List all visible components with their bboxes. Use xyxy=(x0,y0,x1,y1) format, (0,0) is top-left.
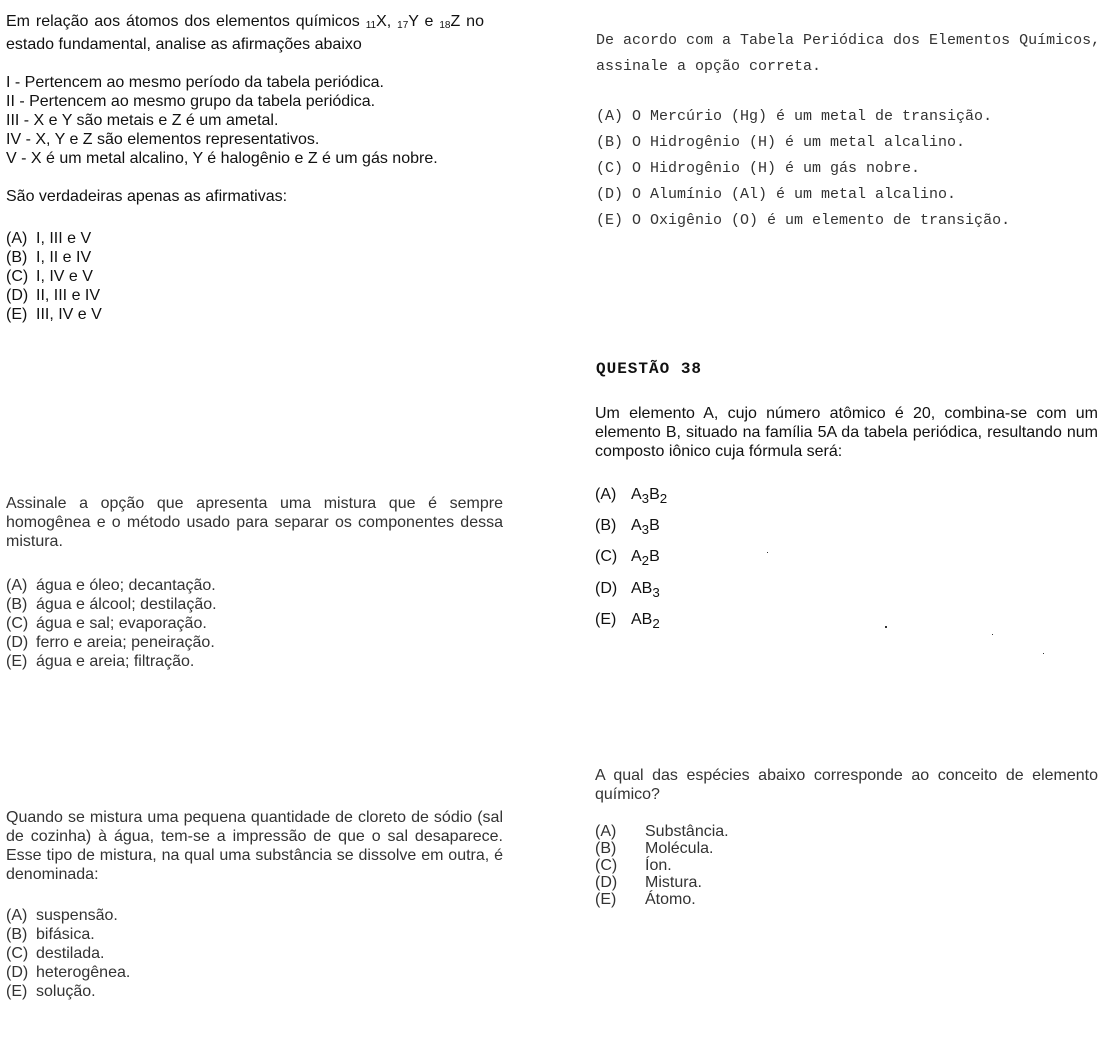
option-a[interactable]: (A) suspensão. xyxy=(6,907,118,924)
option-a[interactable]: (A) Substância. xyxy=(595,823,729,840)
option-c[interactable]: (C) água e sal; evaporação. xyxy=(6,615,207,632)
question-stem: A qual das espécies abaixo corresponde ao conceito de elemento químico? xyxy=(595,767,1098,803)
option-d[interactable]: (D) heterogênea. xyxy=(6,964,131,981)
question-atoms xyxy=(6,12,484,324)
option-a[interactable]: (A) $A_3B_2$ xyxy=(595,486,668,507)
option-b[interactable]: (B) $A_3B$ xyxy=(595,517,660,538)
option-d[interactable]: (D) Mistura. xyxy=(595,874,702,891)
option-a[interactable]: (A) água e óleo; decantação. xyxy=(6,577,216,594)
options-list xyxy=(595,823,1098,908)
option-c[interactable]: (C) Íon. xyxy=(595,857,672,874)
option-b[interactable]: (B) O Hidrogênio (H) é um metal alcalino. xyxy=(596,134,966,151)
options-list xyxy=(595,481,1098,637)
option-b[interactable]: (B) bifásica. xyxy=(6,926,95,943)
options-list xyxy=(6,906,503,1001)
option-a[interactable]: (A) I, III e V xyxy=(6,230,92,247)
options-list xyxy=(6,576,503,671)
option-a[interactable]: (A) O Mercúrio (Hg) é um metal de transição. xyxy=(596,108,993,125)
option-e[interactable]: (E) Átomo. xyxy=(595,891,696,908)
question-periodic-table xyxy=(596,28,1102,234)
option-e[interactable]: (E) III, IV e V xyxy=(6,306,102,323)
question-solution xyxy=(6,808,503,1001)
option-b[interactable]: (B) Molécula. xyxy=(595,840,714,857)
statement: IV - X, Y e Z são elementos representativos. xyxy=(6,131,320,148)
scan-speck xyxy=(885,626,887,628)
option-b[interactable]: (B) I, II e IV xyxy=(6,249,92,266)
option-d[interactable]: (D) $AB_3$ xyxy=(595,579,660,600)
option-c[interactable]: (C) O Hidrogênio (H) é um gás nobre. xyxy=(596,160,921,177)
question-stem: Um elemento A, cujo número atômico é 20, combina-se com um elemento B, situado na família 5A da tabela periódica, resultando num composto iônico cuja fórmula será: xyxy=(595,405,1098,460)
scan-speck xyxy=(992,634,993,635)
question-ionic-compound xyxy=(595,404,1098,637)
question-stem: De acordo com a Tabela Periódica dos Elementos Químicos, assinale a opção correta. xyxy=(596,32,1101,75)
option-e[interactable]: (E) O Oxigênio (O) é um elemento de transição. xyxy=(596,212,1011,229)
option-e[interactable]: (E) água e areia; filtração. xyxy=(6,653,195,670)
question-stem: Em relação aos átomos dos elementos químicos $_{11}$X, $_{17}$Y e $_{18}$Z no estado fundamental, analise as afirmações abaixo xyxy=(6,13,484,53)
question-prompt: São verdadeiras apenas as afirmativas: xyxy=(6,188,288,205)
scan-speck xyxy=(1043,653,1044,654)
question-chemical-element xyxy=(595,766,1098,908)
question-heading: QUESTÃO 38 xyxy=(596,360,703,378)
options-list xyxy=(596,104,1102,234)
option-b[interactable]: (B) água e álcool; destilação. xyxy=(6,596,217,613)
option-c[interactable]: (C) I, IV e V xyxy=(6,268,93,285)
options-list xyxy=(6,229,484,324)
statement: III - X e Y são metais e Z é um ametal. xyxy=(6,112,279,129)
option-c[interactable]: (C) destilada. xyxy=(6,945,105,962)
option-e[interactable]: (E) $AB_2$ xyxy=(595,610,660,631)
option-d[interactable]: (D) O Alumínio (Al) é um metal alcalino. xyxy=(596,186,957,203)
option-d[interactable]: (D) II, III e IV xyxy=(6,287,101,304)
statement: I - Pertencem ao mesmo período da tabela periódica. xyxy=(6,74,384,91)
option-d[interactable]: (D) ferro e areia; peneiração. xyxy=(6,634,215,651)
question-mixture xyxy=(6,494,503,671)
question-stem: Quando se mistura uma pequena quantidade de cloreto de sódio (sal de cozinha) à água, tem-se a impressão de que o sal desaparece. Esse tipo de mistura, na qual uma substância se dissolve em outra, é denominada: xyxy=(6,809,503,883)
statement: V - X é um metal alcalino, Y é halogênio e Z é um gás nobre. xyxy=(6,150,438,167)
scan-speck xyxy=(767,552,768,553)
statement: II - Pertencem ao mesmo grupo da tabela periódica. xyxy=(6,93,376,110)
question-stem: Assinale a opção que apresenta uma mistura que é sempre homogênea e o método usado para separar os componentes dessa mistura. xyxy=(6,495,503,550)
option-e[interactable]: (E) solução. xyxy=(6,983,96,1000)
option-c[interactable]: (C) $A_2B$ xyxy=(595,548,660,569)
